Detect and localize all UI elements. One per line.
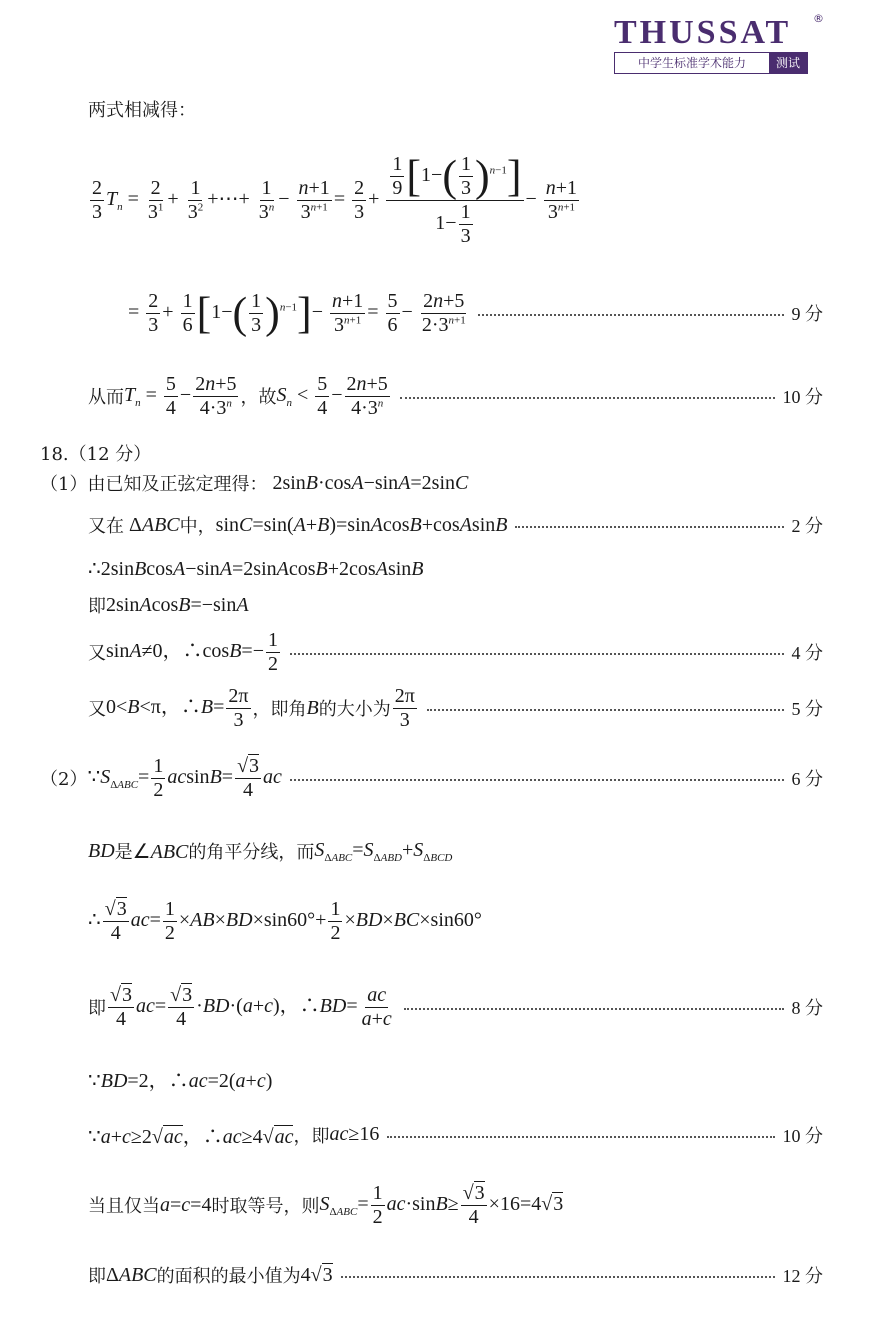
equation-tn-simplified: = $\frac{2}{3}$ + $\frac{1}{6}$ [1−( $\frac{1}{3}$ )$^{n-1}$]− $\frac{n+1}{3^{n+1}}$ = $\frac{5}{6}$ − $\frac{2n+5}{2\cdot 3^{n+1}}$ 9 分 [128,288,823,337]
logo-tagline-box [614,52,808,74]
cos-b-value: 又 sinA≠0，∴cosB=− $\frac{1}{2}$ 4 分 [88,628,823,675]
score-label: 2 分 [791,516,823,536]
logo-tagline: 中学生标准学术能力 [637,56,746,70]
dotted-leader [478,314,784,316]
therefore-equation: ∴2sinBcosA−sinA=2sinAcosB+2cosAsinB [88,558,424,580]
angle-b-result: 又 0<B<π，∴B= $\frac{2\pi}{3}$ ，即角 B 的大小为 $\frac{2\pi}{3}$ 5 分 [88,684,823,731]
dotted-leader [290,779,784,781]
logo-wordmark: THUSSAT [614,14,792,51]
part1-sine-law: （1） 由已知及正弦定理得： 2sinB·cosA−sinA=2sinC [40,471,469,495]
score-label: 6 分 [791,769,823,789]
part2-area-formula: （2） $\because S_{\Delta ABC}=$ $\frac{1}{2}$ acsinB= $\frac{√3}{4}$ ac 6 分 [40,754,823,801]
subtract-intro: 两式相减得： [88,100,196,121]
am-gm-inequality: ∵a+c≥2√ac，∴ac≥4√ac ，即 ac≥16 10 分 [88,1123,823,1148]
logo-badge: 测试 [769,53,807,73]
score-label: 4 分 [791,643,823,663]
thussat-logo [614,14,824,74]
conclusion-tn: 从而 $T_n$ = $\frac{5}{4}$ − $\frac{2n+5}{4\cdot 3^n}$ ，故 $S_n$ < $\frac{5}{4}$ − $\frac{2n+5}{4\cdot 3^n}$ 10 分 [88,372,823,419]
dotted-leader [290,653,784,655]
dotted-leader [341,1276,775,1278]
dotted-leader [515,526,783,528]
dotted-leader [427,709,784,711]
score-label: 10 分 [782,387,823,407]
dotted-leader [387,1136,774,1138]
dotted-leader [404,1008,784,1010]
score-label: 5 分 [791,699,823,719]
dotted-leader [400,397,775,399]
final-answer: 即 ΔABC 的面积的最小值为 4√3 12 分 [88,1263,823,1287]
registered-mark-icon: ® [813,12,824,25]
equality-condition: 当且仅当 a=c=4 时取等号，则 $S_{\Delta ABC}=$ $\frac{1}{2}$ ac·sinB≥ $\frac{√3}{4}$ ×16=4√3 [88,1181,564,1228]
bisector-statement: BD 是 ∠ABC 的角平分线，而 $S_{\Delta ABC}=S_{\Delta ABD}+S_{\Delta BCD}$ [88,838,453,864]
question-18-header: 18.（12 分） [40,444,152,465]
score-label: 8 分 [791,998,823,1018]
equation-tn-difference: $\frac{2}{3}$ $T_n$ = $\frac{2}{3^1}$ + $\frac{1}{3^2}$ +⋯+ $\frac{1}{3^n}$ − $\frac{n+1}{3^{n+1}}$ = $\frac{2}{3}$ + $\frac{1}{9}$ [1−( $\frac{1}{3}$ )$^{n-1}$] 1− $\frac{1}{3}$ − $\frac{n+1}{3^{n+1}}$ [92,151,578,247]
area-sum-equation: ∴ $\frac{√3}{4}$ ac= $\frac{1}{2}$ ×AB×BD×sin60°+ $\frac{1}{2}$ ×BD×BC×sin60° [88,897,482,944]
bd-expression: 即 $\frac{√3}{4}$ ac= $\frac{√3}{4}$ ·BD·(a+c)，∴BD= $\frac{ac}{a+c}$ 8 分 [88,983,823,1030]
cos-b-step: 即 2sinAcosB=−sinA [88,593,249,617]
sin-c-expansion: 又在 ΔABC 中， sinC=sin(A+B)=sinAcosB+cosAsinB 2 分 [88,513,823,537]
score-label: 9 分 [791,304,823,324]
score-label: 12 分 [782,1266,823,1286]
score-label: 10 分 [782,1125,823,1146]
bd-equals-2: ∵BD=2，∴ac=2(a+c) [88,1070,273,1092]
